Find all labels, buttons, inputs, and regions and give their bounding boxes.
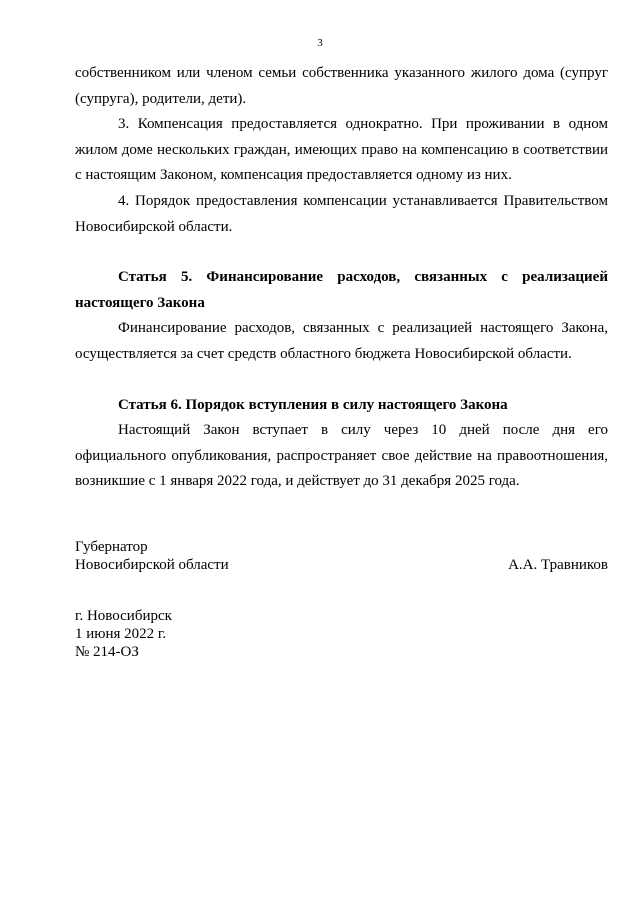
law-number: № 214-ОЗ [75,644,139,660]
article-5-text: Финансирование расходов, связанных с реализацией настоящего Закона, осуществляется за счет средств областного бюджета Новосибирской области. [75,320,608,362]
signature-block [75,538,608,574]
document-body [75,61,608,495]
place-date-block [75,607,172,661]
article-6-text: Настоящий Закон вступает в силу через 10 дней после дня его официального опубликования, распространяет свое действие на правоотношения, возникшие с 1 января 2022 года, и действует до 31 декабря 2025 года. [75,422,608,490]
signatory-title-line1: Губернатор [75,539,148,555]
paragraph-item-4: 4. Порядок предоставления компенсации устанавливается Правительством Новосибирской области. [75,192,608,235]
date: 1 июня 2022 г. [75,626,167,642]
article-5-heading: Статья 5. Финансирование расходов, связанных с реализацией настоящего Закона [75,269,608,311]
article-6-heading: Статья 6. Порядок вступления в силу настоящего Закона [118,396,508,413]
page-number: 3 [317,37,323,49]
city: г. Новосибирск [75,608,172,624]
signatory-name: А.А. Травников [508,557,608,573]
paragraph-continuation: собственником или членом семьи собственника указанного жилого дома (супруг (супруга), родители, дети). [75,65,608,107]
signatory-title-line2: Новосибирской области [75,557,229,573]
paragraph-item-3: 3. Компенсация предоставляется однократно. При проживании в одном жилом доме нескольких граждан, имеющих право на компенсацию в соответствии с настоящим Законом, компенсация предоставляется одному из них. [75,116,608,184]
